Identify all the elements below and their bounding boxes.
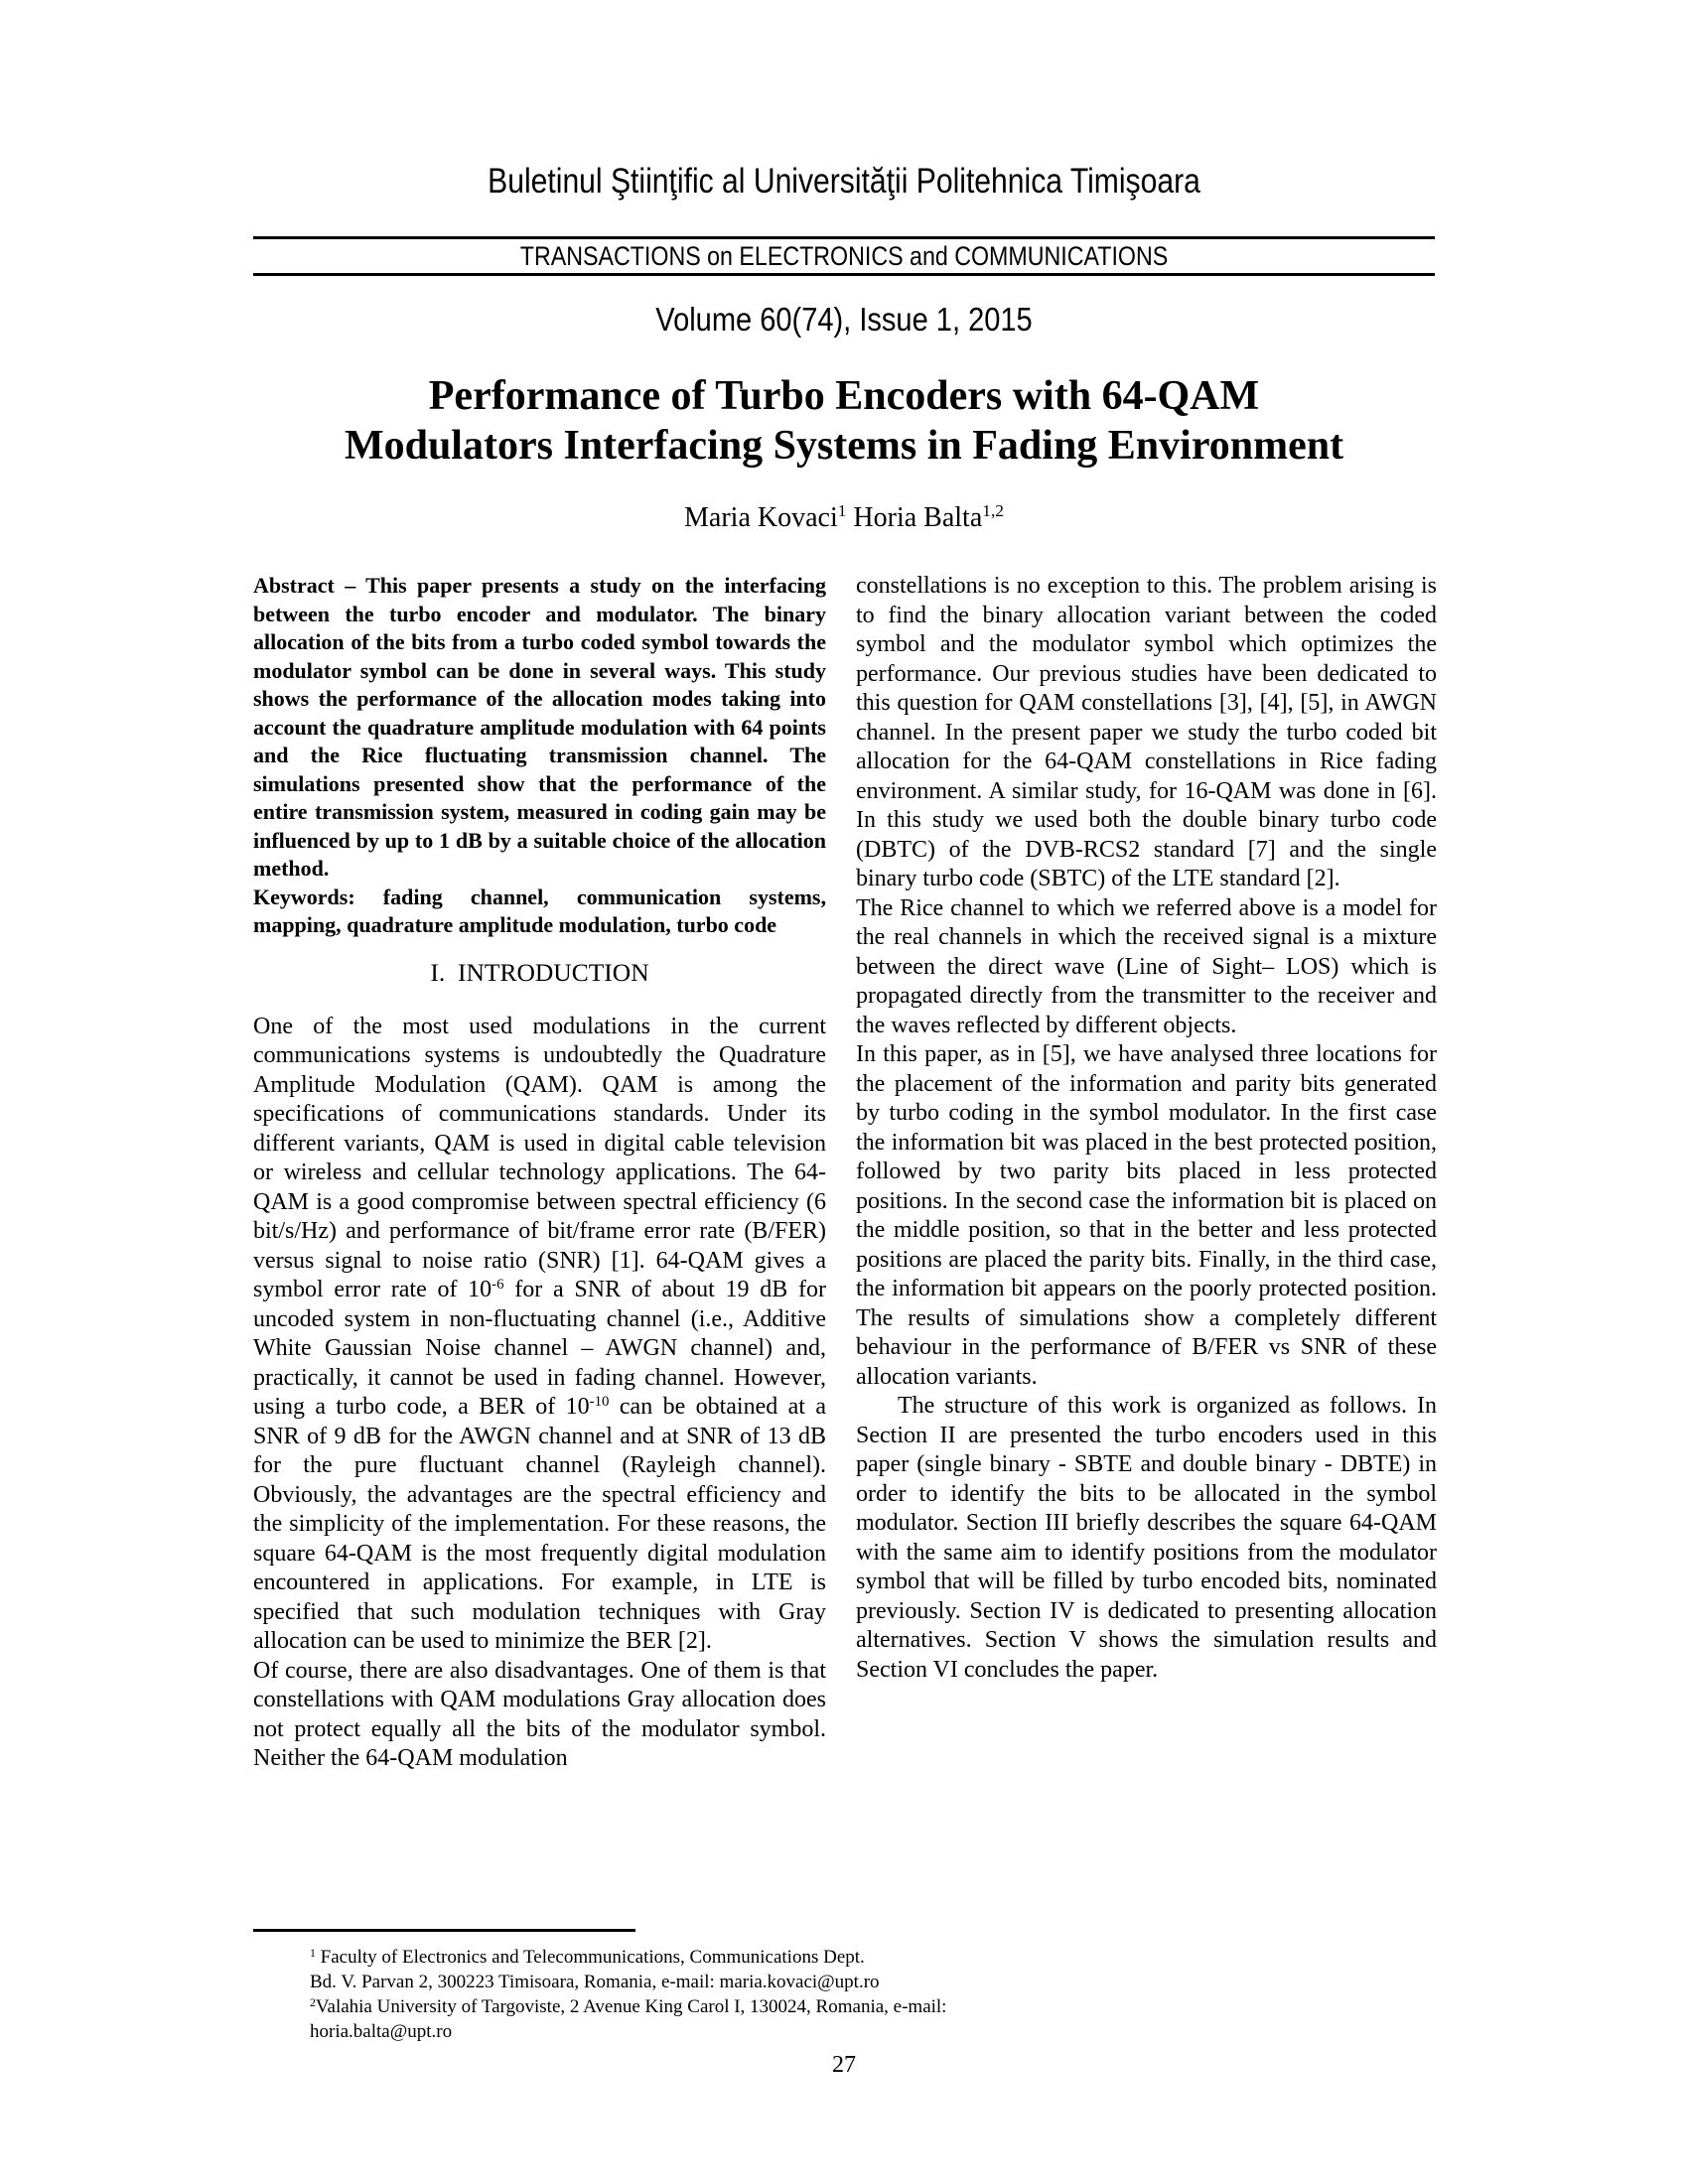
body-paragraph: One of the most used modulations in the current communications systems is undoubtedly the Quadrature Amplitude Modulation (QAM). QAM is among the specifications of communications standards. Under its different variants, QAM is used in digital cable television or wireless and cellular technology applications. The 64-QAM is a good compromise between spectral efficiency (6 bit/s/Hz) and performance of bit/frame error rate (B/FER) versus signal to noise ratio (SNR) [1]. 64-QAM gives a symbol error rate of $10^{-6}$ for a SNR of about 19 dB for uncoded system in non-fluctuating channel (i.e., Additive White Gaussian Noise channel – AWGN channel) and, practically, it cannot be used in fading channel. However, using a turbo code, a BER of $10^{-10}$ can be obtained at a SNR of 9 dB for the AWGN channel and at SNR of 13 dB for the pure fluctuant channel (Rayleigh channel). Obviously, the advantages are the spectral efficiency and the simplicity of the implementation. For these reasons, the square 64-QAM is the most frequently digital modulation encountered in applications. For example, in LTE is specified that such modulation techniques with Gray allocation can be used to minimize the BER [2]. — [253, 1013, 826, 1654]
superscript-marker: 2 — [310, 1995, 316, 2009]
header-divider-top — [253, 236, 1435, 239]
paper-title-line-1: Performance of Turbo Encoders with 64-QAM — [428, 373, 1260, 419]
abstract-paragraph: Abstract – This paper presents a study on the interfacing between the turbo encoder and modulator. The binary allocation of the bits from a turbo coded symbol towards the modulator symbol can be done in several ways. This study shows the performance of the allocation modes taking into account the quadrature amplitude modulation with 64 points and the Rice fluctuating transmission channel. The simulations presented show that the performance of the entire transmission system, measured in coding gain may be influenced by up to 1 dB by a suitable choice of the allocation method. — [253, 573, 826, 881]
superscript-marker: 1 — [310, 1946, 316, 1960]
paper-title-line-2: Modulators Interfacing Systems in Fading Environment — [344, 423, 1344, 469]
body-paragraph: The structure of this work is organized as follows. In Section II are presented the turbo encoders used in this paper (single binary - SBTE and double binary - DBTE) in order to identify the bits to be allocated in the symbol modulator. Section III briefly describes the square 64-QAM with the same aim to identify positions from the modulator symbol that will be filled by turbo encoded bits, nominated previously. Section IV is dedicated to presenting allocation alternatives. Section V shows the simulation results and Section VI concludes the paper. — [856, 1393, 1437, 1683]
footnote-divider — [253, 1929, 635, 1932]
footnote-area — [253, 1929, 1008, 2044]
body-paragraph: Of course, there are also disadvantages. One of them is that constellations with QAM modulations Gray allocation does not protect equally all the bits of the modulator symbol. Neither the 64-QAM modulation — [253, 1657, 826, 1771]
footnote-text — [253, 1945, 1008, 2044]
left-column — [253, 572, 826, 1774]
superscript-marker: 1 — [837, 501, 847, 521]
keywords-line: Keywords: fading channel, communication systems, mapping, quadrature amplitude modulation, turbo code — [253, 884, 826, 937]
journal-title: Buletinul Ştiinţific al Universităţii Politehnica Timişoara — [488, 162, 1200, 201]
right-column — [856, 572, 1437, 1685]
body-paragraph: In this paper, as in [5], we have analysed three locations for the placement of the information and parity bits generated by turbo coding in the symbol modulator. In the first case the information bit was placed in the best protected position, followed by two parity bits placed in less protected positions. In the second case the information bit is placed on the middle position, so that in the better and less protected positions are placed the parity bits. Finally, in the third case, the information bit appears on the poorly protected position. The results of simulations show a completely different behaviour in the performance of B/FER vs SNR of these allocation variants. — [856, 1041, 1437, 1390]
volume-issue-line: Volume 60(74), Issue 1, 2015 — [655, 301, 1033, 338]
superscript-marker: -10 — [589, 1393, 610, 1410]
page-number: 27 — [832, 2052, 856, 2078]
footnote-line-1: $^1$ Faculty of Electronics and Telecommunications, Communications Dept. — [310, 1946, 865, 1968]
header-divider-bottom — [253, 273, 1435, 276]
authors-line: Maria Kovaci$^1$ Horia Balta$^{1,2}$ — [684, 501, 1004, 533]
superscript-marker: -6 — [492, 1276, 504, 1293]
footnote-line-2: Bd. V. Parvan 2, 300223 Timisoara, Romania, e-mail: maria.kovaci@upt.ro — [310, 1972, 880, 1992]
body-paragraph: constellations is no exception to this. The problem arising is to find the binary allocation variant between the coded symbol and the modulator symbol which optimizes the performance. Our previous studies have been dedicated to this question for QAM constellations [3], [4], [5], in AWGN channel. In the present paper we study the turbo coded bit allocation for the 64-QAM constellations in Rice fading environment. A similar study, for 16-QAM was done in [6]. In this study we used both the double binary turbo code (DBTC) of the DVB-RCS2 standard [7] and the single binary turbo code (SBTC) of the LTE standard [2]. — [856, 573, 1437, 891]
superscript-marker: 1,2 — [982, 501, 1004, 521]
article-body — [253, 572, 1437, 1774]
body-paragraph: The Rice channel to which we referred above is a model for the real channels in which the received signal is a mixture between the direct wave (Line of Sight– LOS) which is propagated directly from the transmitter to the receiver and the waves reflected by different objects. — [856, 894, 1437, 1038]
paper-title — [0, 371, 1688, 471]
transactions-line: TRANSACTIONS on ELECTRONICS and COMMUNICATIONS — [519, 241, 1169, 271]
section-heading-introduction: I. INTRODUCTION — [430, 957, 649, 987]
footnote-line-3: $^2$Valahia University of Targoviste, 2 Avenue King Carol I, 130024, Romania, e-mail: horia.balta@upt.ro — [310, 1995, 947, 2042]
